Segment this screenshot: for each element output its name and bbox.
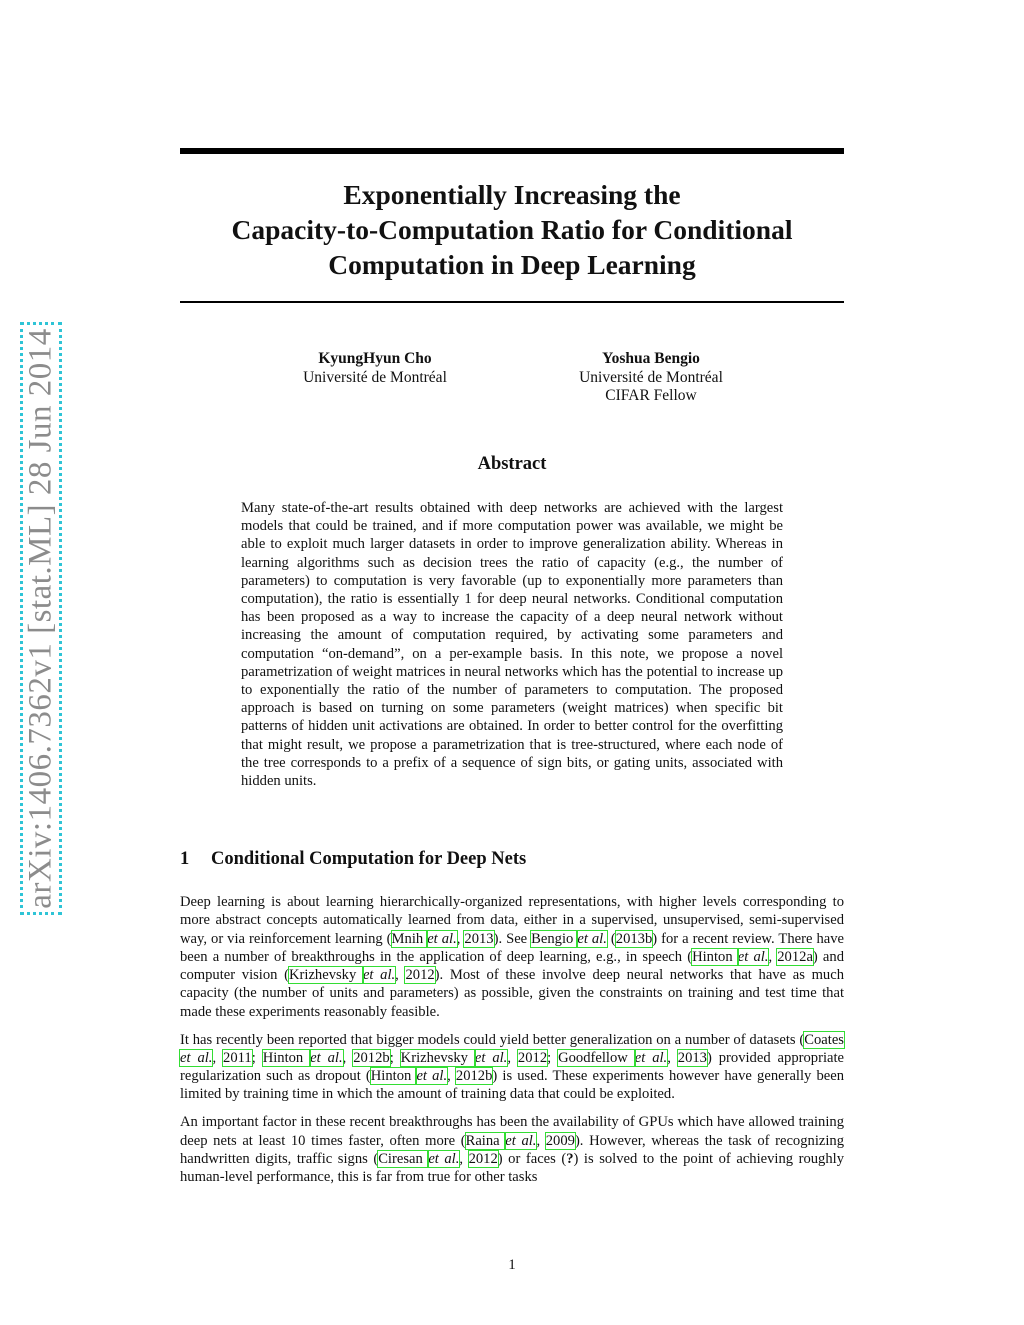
citation-link[interactable]: Hinton [692,948,738,965]
body-text-run: , [212,1049,224,1066]
citation-link[interactable]: Krizhevsky [289,967,363,984]
body-text-run: ). Most of these involve deep neural networks that have as much capacity (the number of units and parameters) as possible, given the constraints on training and test time that made these experiments reasonably feasible. [180,967,844,1020]
citation-link[interactable]: Ciresan [378,1150,429,1167]
citation-link[interactable]: Coates [804,1031,844,1048]
citation-link[interactable]: et al. [427,930,457,947]
citation-link[interactable]: Hinton [262,1049,311,1066]
citation-link[interactable]: et al. [310,1049,343,1066]
body-text-run: An important factor in these recent breakthroughs has been the availability of GPUs which have allowed training deep nets at least 10 times faster, often more ( [180,1114,844,1149]
title-line: Exponentially Increasing the [343,179,681,210]
citation-link[interactable]: 2012b [353,1049,390,1066]
citation-link[interactable]: Goodfellow [558,1049,635,1066]
body-text-run: , [768,948,778,965]
author-affiliation: Université de Montréal [303,368,447,386]
body-text-run: ; [389,1049,401,1066]
body-text-run: ) is solved to the point of achieving roughly human-level performance, this is far from true for other tasks [180,1150,844,1186]
body-text-run: It has recently been reported that bigger models could yield better generalization on a number of datasets ( [180,1031,805,1048]
body-text-run: ( [606,930,616,947]
body-text-run: , [342,1049,354,1066]
citation-link[interactable]: et al. [180,1049,213,1066]
body-text-run: ) and computer vision ( [180,948,844,984]
body-text [180,893,844,1196]
page-number: 1 [508,1257,516,1273]
body-text-run: ) is used. These experiments however have generally been limited by training time in which the amount of training data that could be exploited. [180,1068,845,1103]
citation-link[interactable]: et al. [416,1068,448,1085]
author-block-cho [255,350,495,387]
citation-link[interactable]: Bengio [531,930,578,947]
citation-link[interactable]: 2012a [777,948,813,965]
citation-link[interactable]: 2013 [464,930,494,947]
abstract-heading: Abstract [477,454,547,474]
author-block-bengio [531,350,771,406]
abstract-body: Many state-of-the-art results obtained with deep networks are achieved with the largest models that could be trained, and if more computation power was available, we might be able to exploit much larger datasets in order to improve generalization ability. Whereas in learning algorithms such as decision trees the ratio of capacity (e.g., the number of parameters) to computation is very favorable (up to exponentially more parameters than computation), the ratio is essentially 1 for deep neural networks. Conditional computation has been proposed as a way to increase the capacity of a deep neural network without increasing the amount of computation required, by activating some parameters and computation “on-demand”, on a per-example basis. In this note, we propose a novel parametrization of weight matrices in neural networks which has the potential to increase up to exponentially the ratio of the number of parameters to computation. The proposed approach is based on turning on some parameters (weight matrices) when specific bit patterns of hidden unit activations are obtained. In order to better control for the overfitting that might result, we propose a parametrization that is tree-structured, where each node of the tree corresponds to a prefix of a sequence of sign bits, or gating units, associated with hidden units. [241,500,783,790]
title-bottom-rule [180,301,844,303]
section-number: 1 [180,849,190,869]
section-title: Conditional Computation for Deep Nets [211,849,527,869]
author-affiliation: Université de Montréal [579,368,723,386]
citation-link[interactable]: et al. [428,1150,460,1167]
title-line: Capacity-to-Computation Ratio for Conditional [231,214,793,245]
citation-link[interactable]: 2012 [468,1150,498,1167]
arxiv-identifier-stamp[interactable] [20,322,62,915]
citation-link[interactable]: 2013b [615,930,653,947]
body-text-run: , [447,1068,456,1085]
body-text-run: , [507,1049,518,1066]
body-text-run: ) provided appropriate regularization such as dropout ( [180,1049,845,1085]
citation-link[interactable]: 2013 [677,1049,707,1066]
author-name: Yoshua Bengio [602,350,700,367]
author-name: KyungHyun Cho [318,350,432,367]
body-paragraph [180,893,844,1021]
citation-link[interactable]: et al. [505,1132,537,1149]
body-text-run: , [395,967,406,984]
citation-link[interactable]: et al. [362,967,396,984]
citation-link[interactable]: 2012b [455,1068,493,1085]
body-text-run: ? [566,1150,574,1167]
body-paragraph [180,1031,844,1104]
author-affiliation-extra: CIFAR Fellow [605,387,697,404]
body-text-run: ). See [493,930,532,947]
body-text-run: , [536,1132,546,1149]
body-text-run: ; [547,1049,559,1066]
citation-link[interactable]: Hinton [370,1068,417,1085]
citation-link[interactable]: 2009 [545,1132,575,1149]
paper-title [180,177,844,282]
citation-link[interactable]: 2011 [223,1049,252,1066]
citation-link[interactable]: Raina [465,1132,506,1149]
citation-link[interactable]: et al. [634,1049,668,1066]
body-paragraph [180,1113,844,1186]
citation-link[interactable]: et al. [737,948,769,965]
body-text-run: , [456,930,465,947]
body-text-run: Deep learning is about learning hierarchically-organized representations, with higher levels corresponding to more abstract concepts automatically learned from data, either in a supervised, unsupervised, semi-supervised way, or via reinforcement learning ( [180,894,844,947]
body-text-run: , [667,1049,678,1066]
section-heading [180,849,526,870]
body-text-run: ) for a recent review. There have been a number of breakthroughs in the application of deep learning, e.g., in speech ( [180,930,844,965]
body-text-run: ). However, whereas the task of recognizing handwritten digits, traffic signs ( [180,1132,845,1167]
citation-link[interactable]: et al. [474,1049,508,1066]
citation-link[interactable]: 2012 [517,1049,548,1066]
body-text-run: ; [251,1049,263,1066]
body-text-run: , [459,1150,469,1167]
citation-link[interactable]: 2012 [405,967,435,984]
body-text-run: ) or faces ( [497,1150,567,1167]
title-top-rule [180,148,844,154]
arxiv-identifier-text: arXiv:1406.7362v1 [stat.ML] 28 Jun 2014 [22,328,59,909]
citation-link[interactable]: Mnih [391,930,428,947]
citation-link[interactable]: Krizhevsky [400,1049,475,1066]
title-line: Computation in Deep Learning [328,249,696,280]
citation-link[interactable]: et al. [577,930,607,947]
